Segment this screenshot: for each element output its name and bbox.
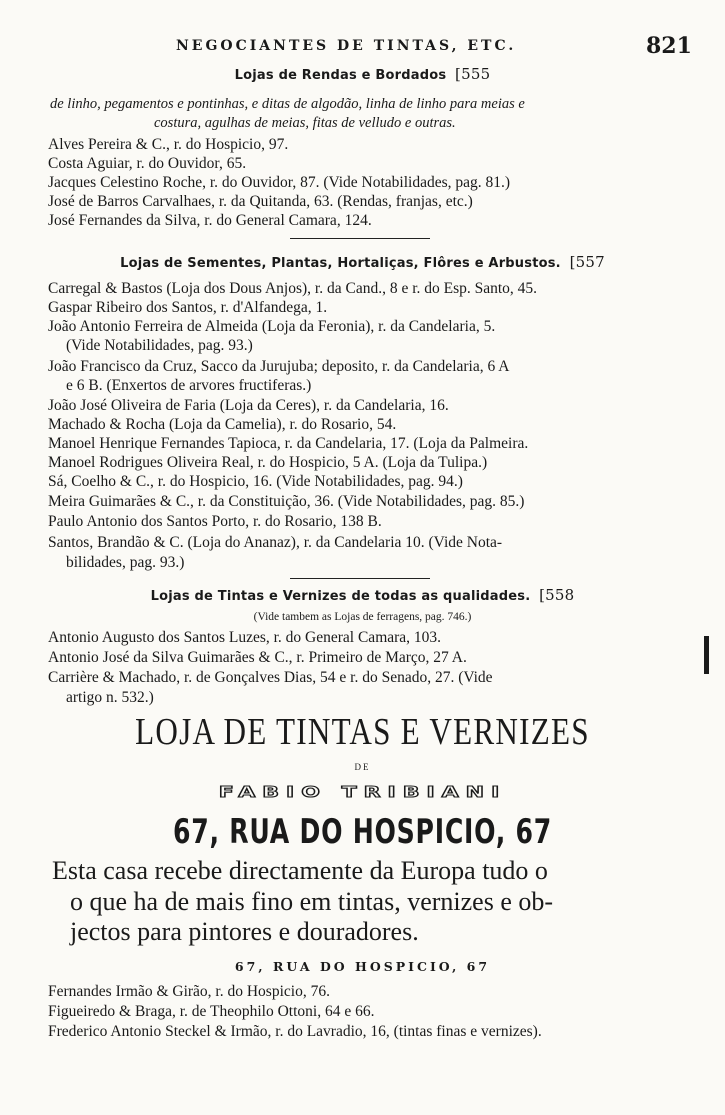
list-item: Meira Guimarães & C., r. da Constituição, 36. (Vide Notabilidades, pag. 85.) bbox=[48, 493, 525, 510]
list-item: Jacques Celestino Roche, r. do Ouvidor, 87. (Vide Notabilidades, pag. 81.) bbox=[48, 174, 511, 191]
list-item: Costa Aguiar, r. do Ouvidor, 65. bbox=[48, 155, 247, 172]
list-item: Machado & Rocha (Loja da Camelia), r. do Rosario, 54. bbox=[48, 416, 397, 433]
list-item: José de Barros Carvalhaes, r. da Quitanda, 63. (Rendas, franjas, etc.) bbox=[48, 193, 473, 210]
list-item: Figueiredo & Braga, r. de Theophilo Ottoni, 64 e 66. bbox=[48, 1003, 375, 1020]
ad-footer-address: 67, RUA DO HOSPICIO, 67 bbox=[234, 959, 491, 974]
list-item: Alves Pereira & C., r. do Hospicio, 97. bbox=[48, 136, 289, 153]
ad-title: LOJA DE TINTAS E VERNIZES bbox=[135, 711, 590, 753]
description-line: costura, agulhas de meias, fitas de velludo e outras. bbox=[154, 115, 456, 131]
list-item: Santos, Brandão & C. (Loja do Ananaz), r. da Candelaria 10. (Vide Nota- bbox=[48, 534, 503, 551]
section-number: [557 bbox=[569, 253, 605, 271]
ad-body-line: Esta casa recebe directamente da Europa tudo o bbox=[52, 856, 548, 885]
list-item: João Antonio Ferreira de Almeida (Loja da Feronia), r. da Candelaria, 5. bbox=[48, 318, 496, 335]
section-title: Lojas de Sementes, Plantas, Hortaliças, Flôres e Arbustos. bbox=[120, 256, 561, 271]
list-item: (Vide Notabilidades, pag. 93.) bbox=[66, 337, 253, 354]
ad-de: DE bbox=[354, 762, 371, 772]
list-item: João Francisco da Cruz, Sacco da Jurujuba; deposito, r. da Candelaria, 6 A bbox=[48, 358, 510, 375]
list-item: Carregal & Bastos (Loja dos Dous Anjos), r. da Cand., 8 e r. do Esp. Santo, 45. bbox=[48, 280, 538, 297]
section-title: Lojas de Rendas e Bordados bbox=[234, 68, 447, 83]
running-head bbox=[0, 34, 725, 58]
list-item: artigo n. 532.) bbox=[66, 689, 154, 706]
list-item: Fernandes Irmão & Girão, r. do Hospicio, 76. bbox=[48, 983, 330, 1000]
section-title: Lojas de Tintas e Vernizes de todas as qualidades. bbox=[150, 589, 531, 604]
list-item: Sá, Coelho & C., r. do Hospicio, 16. (Vide Notabilidades, pag. 94.) bbox=[48, 473, 463, 490]
list-item: Manoel Rodrigues Oliveira Real, r. do Hospicio, 5 A. (Loja da Tulipa.) bbox=[48, 454, 488, 471]
list-item: Paulo Antonio dos Santos Porto, r. do Rosario, 138 B. bbox=[48, 513, 382, 530]
running-title: NEGOCIANTES DE TINTAS, ETC. bbox=[176, 38, 517, 54]
ad-proprietor: FABIO TRIBIANI bbox=[218, 783, 507, 802]
list-item: Frederico Antonio Steckel & Irmão, r. do Lavradio, 16, (tintas finas e vernizes). bbox=[48, 1023, 542, 1040]
section-number: [555 bbox=[455, 65, 491, 83]
list-item: bilidades, pag. 93.) bbox=[66, 554, 185, 571]
cross-reference-note: (Vide tambem as Lojas de ferragens, pag. 746.) bbox=[253, 611, 472, 623]
ad-body-line: o que ha de mais fino em tintas, vernizes e ob- bbox=[70, 887, 554, 916]
ad-body-line: jectos para pintores e douradores. bbox=[70, 917, 419, 946]
ad-address: 67, RUA DO HOSPICIO, 67 bbox=[172, 812, 552, 852]
description-line: de linho, pegamentos e pontinhas, e ditas de algodão, linha de linho para meias e bbox=[50, 96, 525, 112]
list-item: Carrière & Machado, r. de Gonçalves Dias, 54 e r. do Senado, 27. (Vide bbox=[48, 669, 493, 686]
list-item: Antonio Augusto dos Santos Luzes, r. do General Camara, 103. bbox=[48, 629, 442, 646]
margin-mark bbox=[704, 636, 709, 674]
list-item: José Fernandes da Silva, r. do General Camara, 124. bbox=[48, 212, 372, 229]
list-item: Gaspar Ribeiro dos Santos, r. d'Alfandega, 1. bbox=[48, 299, 328, 316]
section-number: [558 bbox=[539, 586, 575, 604]
list-item: Manoel Henrique Fernandes Tapioca, r. da Candelaria, 17. (Loja da Palmeira. bbox=[48, 435, 529, 452]
list-item: João José Oliveira de Faria (Loja da Ceres), r. da Candelaria, 16. bbox=[48, 397, 449, 414]
section-555-heading bbox=[0, 64, 725, 86]
section-557-heading bbox=[0, 252, 725, 274]
section-divider bbox=[290, 578, 430, 579]
section-divider bbox=[290, 238, 430, 239]
section-558-heading bbox=[0, 585, 725, 607]
list-item: e 6 B. (Enxertos de arvores fructiferas.) bbox=[66, 377, 312, 394]
page-number: 821 bbox=[646, 33, 692, 59]
list-item: Antonio José da Silva Guimarães & C., r. Primeiro de Março, 27 A. bbox=[48, 649, 467, 666]
